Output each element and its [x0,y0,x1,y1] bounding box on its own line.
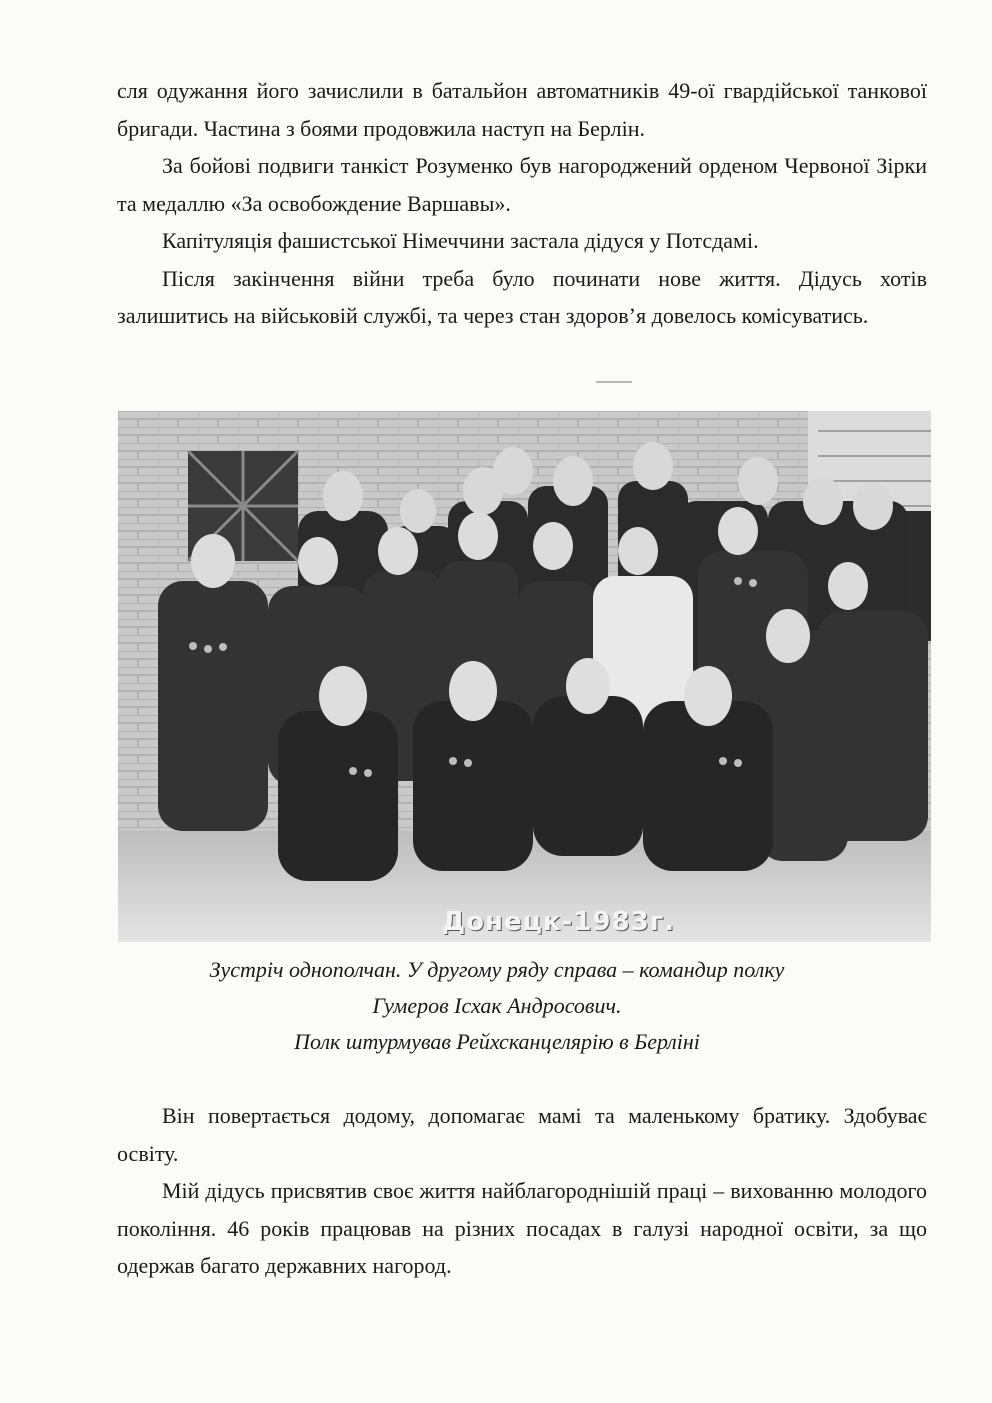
photo-caption [117,952,877,1060]
scan-mark [596,381,632,383]
caption-line: Зустріч однополчан. У другому ряду справа – командир полку [209,957,785,982]
paragraph: Капітуляція фашистської Німеччини застала дідуся у Потсдамі. [162,228,759,253]
paragraph: За бойові подвиги танкіст Розуменко був нагороджений орденом Червоної Зірки та медаллю «За освобождение Варшавы». [117,153,927,216]
paragraph: сля одужання його зачислили в батальйон автоматників 49-ої гвардійської танкової бригади. Частина з боями продовжила наступ на Берлін. [117,78,927,141]
bottom-text-block [117,1097,927,1285]
photo-stamp: Донецк-1983г. [442,907,676,937]
caption-line: Полк штурмував Рейхсканцелярію в Берліні [294,1029,700,1054]
top-text-block [117,72,927,335]
paragraph: Мій дідусь присвятив своє життя найблагороднішій праці – вихованню молодого покоління. 46 років працював на різних посадах в галузі народної освіти, за що одержав багато державних нагород. [117,1178,927,1278]
group-photo [118,411,931,942]
paragraph: Після закінчення війни треба було починати нове життя. Дідусь хотів залишитись на військовій службі, та через стан здоров’я довелось комісуватись. [117,265,927,328]
caption-line: Гумеров Ісхак Андросович. [372,993,622,1018]
paragraph: Він повертається додому, допомагає мамі та маленькому братику. Здобуває освіту. [117,1103,927,1166]
